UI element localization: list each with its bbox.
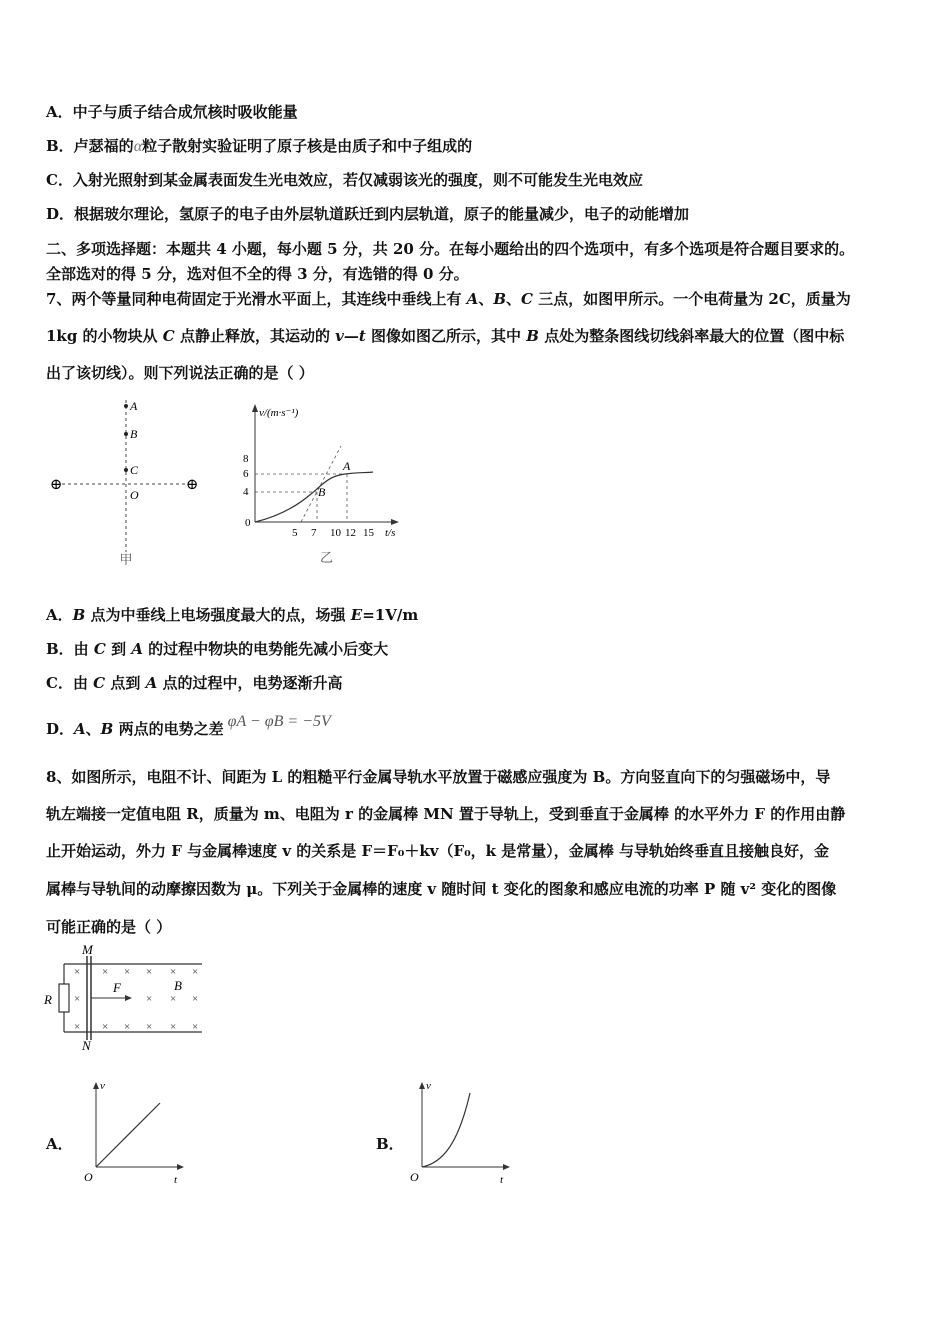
v-axis-label: v/(m·s⁻¹) bbox=[259, 407, 299, 419]
cross: × bbox=[124, 966, 131, 978]
q8-option-b-graph bbox=[406, 1075, 516, 1190]
q7-l1-a: 7、两个等量同种电荷固定于光滑水平面上，其连线中垂线上有 bbox=[46, 290, 467, 308]
origin-0: 0 bbox=[245, 517, 251, 529]
cross: × bbox=[74, 993, 81, 1005]
cross: × bbox=[74, 966, 81, 978]
q7-d-a: D． bbox=[46, 720, 75, 738]
q7-l2-e: 图像如图乙所示，其中 bbox=[365, 327, 527, 345]
cross: × bbox=[146, 1021, 153, 1033]
cross: × bbox=[170, 1021, 177, 1033]
force-arrowhead bbox=[125, 995, 132, 1001]
cross: × bbox=[124, 1021, 131, 1033]
label-m: M bbox=[82, 942, 93, 957]
linear-curve bbox=[96, 1103, 160, 1167]
q8-line4: 属棒与导轨间的动摩擦因数为 μ。下列关于金属棒的速度 v 随时间 t 变化的图象和感应电流的功率 P 随 v² 变化的图像 bbox=[46, 880, 837, 898]
figure-yi-label: 乙 bbox=[320, 550, 334, 565]
t-axis-label: t/s bbox=[385, 527, 396, 539]
accelerating-curve bbox=[422, 1093, 470, 1167]
v-axis-arrow bbox=[252, 404, 258, 412]
q7-b-e: 的过程中物块的电势能先减小后变大 bbox=[142, 640, 389, 658]
q7-line3: 出了该切线）。则下列说法正确的是（ ） bbox=[46, 364, 314, 382]
cross: × bbox=[146, 993, 153, 1005]
origin-label: O bbox=[410, 1170, 419, 1184]
q7-l1-f: C bbox=[521, 290, 533, 308]
x-tick-10: 10 bbox=[330, 527, 341, 539]
q8-line3: 止开始运动，外力 F 与金属棒速度 v 的关系是 F＝F₀＋kv（F₀，k 是常量），金属棒 与导轨始终垂直且接触良好，金 bbox=[46, 842, 830, 860]
point-b-dot bbox=[124, 432, 128, 436]
q7-a-e: =1V/m bbox=[362, 606, 419, 624]
q8-option-b-label: B． bbox=[376, 1135, 404, 1153]
q7-l1-c: 、 bbox=[478, 290, 494, 308]
q7-c-d: A bbox=[145, 674, 158, 692]
q6-option-a: A．中子与质子结合成氘核时吸收能量 bbox=[46, 103, 298, 121]
q7-d-d: B bbox=[100, 720, 114, 738]
vt-curve bbox=[255, 472, 373, 522]
point-a-dot bbox=[124, 404, 128, 408]
q7-l2-f: B bbox=[526, 327, 539, 345]
magnetic-field-crosses bbox=[74, 966, 198, 1033]
v-label: v bbox=[100, 1080, 105, 1092]
t-axis-arrow bbox=[391, 519, 399, 525]
q7-a-b: B bbox=[72, 606, 86, 624]
q7-l1-d: B bbox=[493, 290, 507, 308]
label-r: R bbox=[44, 992, 52, 1007]
cross: × bbox=[74, 1021, 81, 1033]
cross: × bbox=[102, 966, 109, 978]
q7-l2-d: v—t bbox=[335, 327, 366, 345]
point-b-label: B bbox=[318, 485, 326, 499]
cross: × bbox=[192, 966, 199, 978]
q7-a-c: 点为中垂线上电场强度最大的点，场强 bbox=[85, 606, 351, 624]
q8-line2: 轨左端接一定值电阻 R，质量为 m、电阻为 r 的金属棒 MN 置于导轨上，受到垂直于金属棒 的水平外力 F 的作用由静 bbox=[46, 805, 846, 823]
q6-option-b-post: 粒子散射实验证明了原子核是由质子和中子组成的 bbox=[142, 137, 473, 155]
q6-option-b bbox=[46, 137, 472, 156]
cross: × bbox=[102, 1021, 109, 1033]
x-tick-15: 15 bbox=[363, 527, 374, 539]
x-tick-12: 12 bbox=[345, 527, 356, 539]
resistor bbox=[59, 984, 69, 1012]
origin-label: O bbox=[84, 1170, 93, 1184]
q7-figure-jia bbox=[40, 392, 210, 572]
y-tick-6: 6 bbox=[243, 468, 249, 480]
alpha-symbol: α bbox=[133, 138, 143, 155]
q7-line2 bbox=[46, 327, 844, 345]
q7-d-b: A bbox=[74, 720, 86, 738]
tangent-line bbox=[301, 446, 341, 522]
q7-option-a bbox=[46, 606, 418, 624]
figure-jia-label: 甲 bbox=[119, 552, 133, 567]
section2-line1: 二、多项选择题：本题共 4 小题，每小题 5 分，共 20 分。在每小题给出的四个选项中，有多个选项是符合题目要求的。 bbox=[46, 240, 855, 258]
q7-option-b bbox=[46, 640, 388, 658]
t-axis-arrow bbox=[503, 1164, 510, 1170]
cross: × bbox=[170, 993, 177, 1005]
q7-d-e: 两点的电势之差 bbox=[113, 720, 224, 738]
q8-line1: 8、如图所示，电阻不计、间距为 L 的粗糙平行金属导轨水平放置于磁感应强度为 B。方向竖直向下的匀强磁场中，导 bbox=[46, 768, 831, 786]
q6-option-d: D．根据玻尔理论，氢原子的电子由外层轨道跃迁到内层轨道，原子的能量减少，电子的动能增加 bbox=[46, 205, 690, 223]
q7-b-c: 到 bbox=[105, 640, 132, 658]
q7-option-c bbox=[46, 674, 342, 692]
label-a: A bbox=[130, 399, 138, 413]
label-n: N bbox=[82, 1038, 91, 1053]
t-label: t bbox=[500, 1174, 504, 1186]
q6-option-b-pre: B．卢瑟福的 bbox=[46, 137, 134, 155]
label-b: B bbox=[174, 978, 182, 993]
q7-c-a: C．由 bbox=[46, 674, 94, 692]
cross: × bbox=[170, 966, 177, 978]
q7-a-d: E bbox=[350, 606, 363, 624]
q7-l2-b: C bbox=[162, 327, 175, 345]
q7-l2-a: 1kg 的小物块从 bbox=[46, 327, 163, 345]
section2-line2: 全部选对的得 5 分，选对但不全的得 3 分，有选错的得 0 分。 bbox=[46, 265, 469, 283]
q7-l2-g: 点处为整条图线切线斜率最大的位置（图中标 bbox=[538, 327, 845, 345]
point-c-dot bbox=[124, 468, 128, 472]
q7-figure-yi bbox=[235, 398, 420, 568]
y-tick-8: 8 bbox=[243, 453, 249, 465]
q8-circuit-figure bbox=[40, 942, 215, 1054]
q7-c-c: 点到 bbox=[105, 674, 146, 692]
q7-l1-g: 三点，如图甲所示。一个电荷量为 2C，质量为 bbox=[532, 290, 851, 308]
x-tick-7: 7 bbox=[311, 527, 317, 539]
cross: × bbox=[146, 966, 153, 978]
q8-option-a-graph bbox=[80, 1075, 190, 1190]
label-c: C bbox=[130, 463, 139, 477]
label-b: B bbox=[130, 427, 138, 441]
point-a-label: A bbox=[343, 459, 351, 473]
q8-line5: 可能正确的是（ ） bbox=[46, 918, 172, 936]
q7-option-d bbox=[46, 713, 331, 739]
q7-d-c: 、 bbox=[85, 720, 101, 738]
t-axis-arrow bbox=[177, 1164, 184, 1170]
q8-option-a-label: A． bbox=[46, 1135, 73, 1153]
plus-charge-left: ⊕ bbox=[49, 477, 63, 493]
q7-b-a: B．由 bbox=[46, 640, 94, 658]
q7-c-e: 点的过程中，电势逐渐升高 bbox=[157, 674, 343, 692]
v-label: v bbox=[426, 1080, 431, 1092]
v-axis-arrow bbox=[419, 1082, 425, 1089]
q6-option-c: C．入射光照射到某金属表面发生光电效应，若仅减弱该光的强度，则不可能发生光电效应 bbox=[46, 171, 643, 189]
y-tick-4: 4 bbox=[243, 486, 249, 498]
potential-difference-math: φA − φB = −5V bbox=[227, 713, 331, 730]
q7-b-b: C bbox=[93, 640, 106, 658]
plus-charge-right: ⊕ bbox=[185, 477, 199, 493]
cross: × bbox=[192, 993, 199, 1005]
q7-a-a: A． bbox=[46, 606, 73, 624]
label-o: O bbox=[130, 488, 139, 502]
t-label: t bbox=[174, 1174, 178, 1186]
v-axis-arrow bbox=[93, 1082, 99, 1089]
q7-line1 bbox=[46, 290, 851, 308]
q7-l2-c: 点静止释放，其运动的 bbox=[174, 327, 336, 345]
q7-c-b: C bbox=[93, 674, 106, 692]
x-tick-5: 5 bbox=[292, 527, 298, 539]
q7-l1-e: 、 bbox=[506, 290, 522, 308]
q7-l1-b: A bbox=[466, 290, 479, 308]
q7-b-d: A bbox=[131, 640, 143, 658]
label-f: F bbox=[113, 980, 121, 995]
cross: × bbox=[192, 1021, 199, 1033]
